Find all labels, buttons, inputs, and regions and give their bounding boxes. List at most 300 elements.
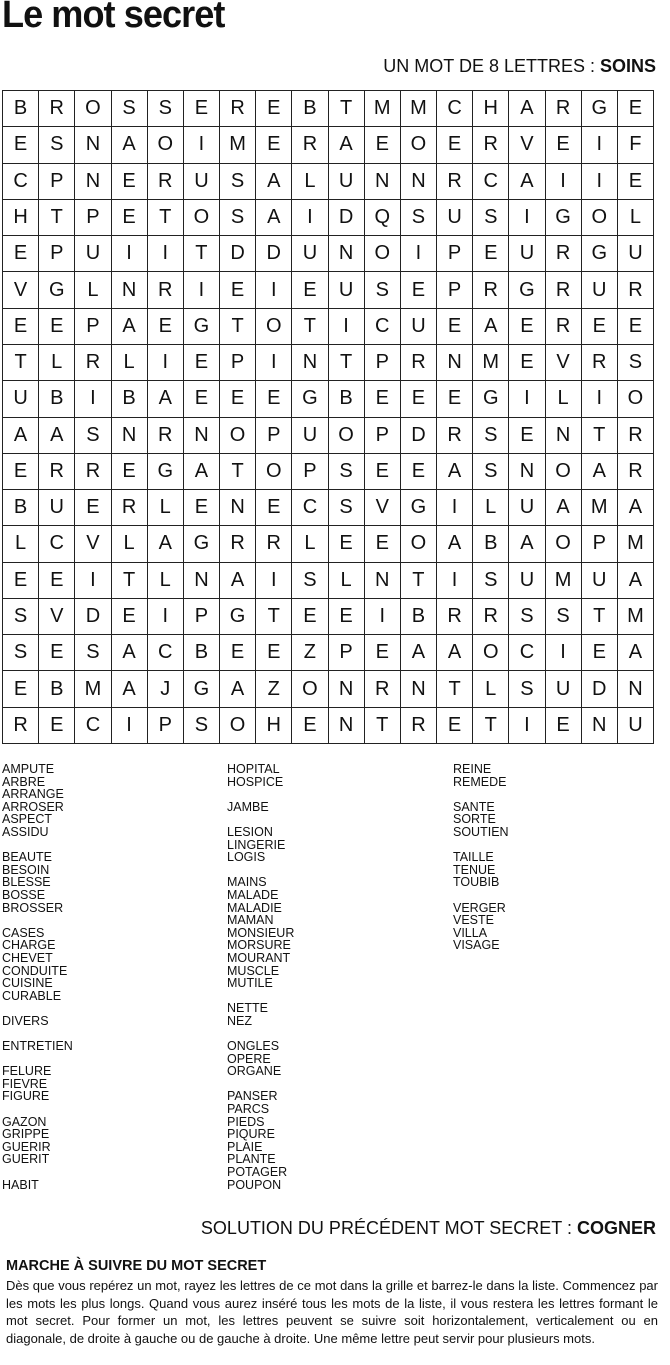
grid-cell[interactable]: V bbox=[39, 599, 75, 635]
grid-cell[interactable]: E bbox=[39, 708, 75, 744]
grid-cell[interactable]: P bbox=[220, 345, 256, 381]
grid-cell[interactable]: G bbox=[184, 526, 220, 562]
grid-cell[interactable]: S bbox=[112, 91, 148, 127]
grid-cell[interactable]: O bbox=[292, 671, 328, 707]
grid-cell[interactable]: M bbox=[220, 127, 256, 163]
grid-cell[interactable]: O bbox=[582, 200, 618, 236]
grid-cell[interactable]: R bbox=[546, 91, 582, 127]
grid-cell[interactable]: R bbox=[148, 418, 184, 454]
grid-cell[interactable]: I bbox=[256, 272, 292, 308]
grid-cell[interactable]: B bbox=[112, 381, 148, 417]
grid-cell[interactable]: L bbox=[3, 526, 39, 562]
grid-cell[interactable]: I bbox=[75, 381, 111, 417]
grid-cell[interactable]: A bbox=[148, 381, 184, 417]
grid-cell[interactable]: A bbox=[3, 418, 39, 454]
grid-cell[interactable]: D bbox=[401, 418, 437, 454]
grid-cell[interactable]: B bbox=[3, 490, 39, 526]
grid-cell[interactable]: M bbox=[618, 599, 654, 635]
grid-cell[interactable]: E bbox=[3, 309, 39, 345]
grid-cell[interactable]: R bbox=[618, 418, 654, 454]
grid-cell[interactable]: S bbox=[329, 490, 365, 526]
grid-cell[interactable]: S bbox=[473, 454, 509, 490]
grid-cell[interactable]: Q bbox=[365, 200, 401, 236]
grid-cell[interactable]: G bbox=[401, 490, 437, 526]
grid-cell[interactable]: P bbox=[39, 164, 75, 200]
grid-cell[interactable]: N bbox=[292, 345, 328, 381]
grid-cell[interactable]: S bbox=[220, 164, 256, 200]
grid-cell[interactable]: P bbox=[582, 526, 618, 562]
grid-cell[interactable]: I bbox=[437, 563, 473, 599]
grid-cell[interactable]: H bbox=[473, 91, 509, 127]
grid-cell[interactable]: I bbox=[292, 200, 328, 236]
grid-cell[interactable]: I bbox=[256, 345, 292, 381]
grid-cell[interactable]: E bbox=[3, 563, 39, 599]
grid-cell[interactable]: U bbox=[509, 563, 545, 599]
grid-cell[interactable]: I bbox=[509, 381, 545, 417]
grid-cell[interactable]: L bbox=[148, 490, 184, 526]
grid-cell[interactable]: V bbox=[546, 345, 582, 381]
grid-cell[interactable]: R bbox=[473, 272, 509, 308]
grid-cell[interactable]: T bbox=[39, 200, 75, 236]
grid-cell[interactable]: C bbox=[3, 164, 39, 200]
grid-cell[interactable]: I bbox=[184, 127, 220, 163]
grid-cell[interactable]: E bbox=[329, 526, 365, 562]
grid-cell[interactable]: U bbox=[39, 490, 75, 526]
grid-cell[interactable]: A bbox=[437, 526, 473, 562]
grid-cell[interactable]: S bbox=[148, 91, 184, 127]
grid-cell[interactable]: G bbox=[292, 381, 328, 417]
grid-cell[interactable]: E bbox=[582, 309, 618, 345]
grid-cell[interactable]: U bbox=[509, 490, 545, 526]
grid-cell[interactable]: E bbox=[184, 381, 220, 417]
grid-cell[interactable]: E bbox=[148, 309, 184, 345]
grid-cell[interactable]: A bbox=[256, 200, 292, 236]
grid-cell[interactable]: E bbox=[220, 272, 256, 308]
grid-cell[interactable]: E bbox=[401, 272, 437, 308]
grid-cell[interactable]: A bbox=[112, 671, 148, 707]
grid-cell[interactable]: N bbox=[437, 345, 473, 381]
grid-cell[interactable]: I bbox=[112, 708, 148, 744]
grid-cell[interactable]: L bbox=[112, 345, 148, 381]
grid-cell[interactable]: U bbox=[618, 708, 654, 744]
grid-cell[interactable]: D bbox=[256, 236, 292, 272]
grid-cell[interactable]: E bbox=[3, 454, 39, 490]
grid-cell[interactable]: R bbox=[473, 127, 509, 163]
grid-cell[interactable]: G bbox=[546, 200, 582, 236]
grid-cell[interactable]: C bbox=[292, 490, 328, 526]
grid-cell[interactable]: I bbox=[437, 490, 473, 526]
grid-cell[interactable]: E bbox=[292, 599, 328, 635]
grid-cell[interactable]: E bbox=[112, 164, 148, 200]
grid-cell[interactable]: T bbox=[148, 200, 184, 236]
grid-cell[interactable]: E bbox=[509, 418, 545, 454]
grid-cell[interactable]: E bbox=[256, 490, 292, 526]
grid-cell[interactable]: G bbox=[473, 381, 509, 417]
grid-cell[interactable]: O bbox=[473, 635, 509, 671]
grid-cell[interactable]: T bbox=[256, 599, 292, 635]
grid-cell[interactable]: R bbox=[546, 236, 582, 272]
grid-cell[interactable]: L bbox=[112, 526, 148, 562]
grid-cell[interactable]: R bbox=[148, 272, 184, 308]
grid-cell[interactable]: L bbox=[39, 345, 75, 381]
grid-cell[interactable]: S bbox=[184, 708, 220, 744]
grid-cell[interactable]: T bbox=[220, 309, 256, 345]
grid-cell[interactable]: N bbox=[582, 708, 618, 744]
grid-cell[interactable]: R bbox=[75, 345, 111, 381]
grid-cell[interactable]: E bbox=[401, 381, 437, 417]
grid-cell[interactable]: R bbox=[437, 164, 473, 200]
grid-cell[interactable]: P bbox=[75, 200, 111, 236]
grid-cell[interactable]: R bbox=[618, 454, 654, 490]
grid-cell[interactable]: L bbox=[75, 272, 111, 308]
grid-cell[interactable]: A bbox=[256, 164, 292, 200]
grid-cell[interactable]: G bbox=[148, 454, 184, 490]
grid-cell[interactable]: S bbox=[509, 671, 545, 707]
grid-cell[interactable]: A bbox=[220, 671, 256, 707]
grid-cell[interactable]: B bbox=[39, 381, 75, 417]
grid-cell[interactable]: G bbox=[184, 309, 220, 345]
grid-cell[interactable]: B bbox=[3, 91, 39, 127]
grid-cell[interactable]: E bbox=[256, 127, 292, 163]
grid-cell[interactable]: R bbox=[292, 127, 328, 163]
grid-cell[interactable]: P bbox=[437, 272, 473, 308]
grid-cell[interactable]: B bbox=[473, 526, 509, 562]
grid-cell[interactable]: O bbox=[401, 526, 437, 562]
grid-cell[interactable]: L bbox=[473, 671, 509, 707]
grid-cell[interactable]: I bbox=[256, 563, 292, 599]
grid-cell[interactable]: E bbox=[509, 309, 545, 345]
grid-cell[interactable]: B bbox=[329, 381, 365, 417]
grid-cell[interactable]: C bbox=[365, 309, 401, 345]
grid-cell[interactable]: T bbox=[220, 454, 256, 490]
grid-cell[interactable]: S bbox=[3, 599, 39, 635]
grid-cell[interactable]: T bbox=[365, 708, 401, 744]
grid-cell[interactable]: I bbox=[546, 635, 582, 671]
grid-cell[interactable]: N bbox=[546, 418, 582, 454]
grid-cell[interactable]: S bbox=[509, 599, 545, 635]
grid-cell[interactable]: U bbox=[329, 272, 365, 308]
grid-cell[interactable]: B bbox=[39, 671, 75, 707]
grid-cell[interactable]: P bbox=[75, 309, 111, 345]
grid-cell[interactable]: A bbox=[509, 164, 545, 200]
grid-cell[interactable]: E bbox=[437, 708, 473, 744]
grid-cell[interactable]: L bbox=[329, 563, 365, 599]
grid-cell[interactable]: E bbox=[184, 91, 220, 127]
grid-cell[interactable]: E bbox=[582, 635, 618, 671]
grid-cell[interactable]: N bbox=[329, 236, 365, 272]
grid-cell[interactable]: I bbox=[582, 381, 618, 417]
grid-cell[interactable]: I bbox=[582, 164, 618, 200]
grid-cell[interactable]: R bbox=[401, 345, 437, 381]
grid-cell[interactable]: I bbox=[75, 563, 111, 599]
grid-cell[interactable]: R bbox=[148, 164, 184, 200]
grid-cell[interactable]: N bbox=[509, 454, 545, 490]
grid-cell[interactable]: T bbox=[582, 418, 618, 454]
grid-cell[interactable]: A bbox=[148, 526, 184, 562]
grid-cell[interactable]: U bbox=[546, 671, 582, 707]
grid-cell[interactable]: M bbox=[582, 490, 618, 526]
grid-cell[interactable]: E bbox=[329, 599, 365, 635]
grid-cell[interactable]: E bbox=[365, 635, 401, 671]
grid-cell[interactable]: A bbox=[220, 563, 256, 599]
grid-cell[interactable]: N bbox=[401, 671, 437, 707]
grid-cell[interactable]: N bbox=[329, 671, 365, 707]
grid-cell[interactable]: T bbox=[401, 563, 437, 599]
grid-cell[interactable]: V bbox=[3, 272, 39, 308]
grid-cell[interactable]: G bbox=[220, 599, 256, 635]
grid-cell[interactable]: E bbox=[39, 635, 75, 671]
grid-cell[interactable]: G bbox=[509, 272, 545, 308]
grid-cell[interactable]: A bbox=[437, 454, 473, 490]
grid-cell[interactable]: T bbox=[329, 91, 365, 127]
grid-cell[interactable]: S bbox=[3, 635, 39, 671]
grid-cell[interactable]: T bbox=[329, 345, 365, 381]
grid-cell[interactable]: C bbox=[473, 164, 509, 200]
grid-cell[interactable]: M bbox=[75, 671, 111, 707]
grid-cell[interactable]: D bbox=[75, 599, 111, 635]
grid-cell[interactable]: U bbox=[3, 381, 39, 417]
grid-cell[interactable]: I bbox=[148, 236, 184, 272]
grid-cell[interactable]: E bbox=[365, 381, 401, 417]
grid-cell[interactable]: L bbox=[292, 526, 328, 562]
grid-cell[interactable]: T bbox=[473, 708, 509, 744]
grid-cell[interactable]: M bbox=[618, 526, 654, 562]
grid-cell[interactable]: I bbox=[112, 236, 148, 272]
grid-cell[interactable]: U bbox=[618, 236, 654, 272]
grid-cell[interactable]: B bbox=[292, 91, 328, 127]
grid-cell[interactable]: P bbox=[329, 635, 365, 671]
grid-cell[interactable]: O bbox=[329, 418, 365, 454]
grid-cell[interactable]: N bbox=[184, 563, 220, 599]
grid-cell[interactable]: O bbox=[220, 418, 256, 454]
grid-cell[interactable]: T bbox=[437, 671, 473, 707]
grid-cell[interactable]: A bbox=[112, 635, 148, 671]
grid-cell[interactable]: E bbox=[112, 454, 148, 490]
grid-cell[interactable]: D bbox=[220, 236, 256, 272]
grid-cell[interactable]: L bbox=[292, 164, 328, 200]
grid-cell[interactable]: D bbox=[582, 671, 618, 707]
grid-cell[interactable]: H bbox=[3, 200, 39, 236]
grid-cell[interactable]: V bbox=[509, 127, 545, 163]
grid-cell[interactable]: S bbox=[75, 635, 111, 671]
grid-cell[interactable]: E bbox=[184, 490, 220, 526]
grid-cell[interactable]: E bbox=[256, 381, 292, 417]
grid-cell[interactable]: N bbox=[184, 418, 220, 454]
grid-cell[interactable]: Z bbox=[256, 671, 292, 707]
grid-cell[interactable]: N bbox=[220, 490, 256, 526]
grid-cell[interactable]: P bbox=[365, 418, 401, 454]
grid-cell[interactable]: R bbox=[401, 708, 437, 744]
grid-cell[interactable]: U bbox=[582, 563, 618, 599]
grid-cell[interactable]: O bbox=[148, 127, 184, 163]
grid-cell[interactable]: E bbox=[184, 345, 220, 381]
grid-cell[interactable]: E bbox=[618, 91, 654, 127]
grid-cell[interactable]: U bbox=[292, 418, 328, 454]
grid-cell[interactable]: N bbox=[329, 708, 365, 744]
grid-cell[interactable]: O bbox=[365, 236, 401, 272]
grid-cell[interactable]: I bbox=[329, 309, 365, 345]
grid-cell[interactable]: E bbox=[112, 200, 148, 236]
grid-cell[interactable]: C bbox=[437, 91, 473, 127]
grid-cell[interactable]: E bbox=[39, 563, 75, 599]
grid-cell[interactable]: R bbox=[582, 345, 618, 381]
grid-cell[interactable]: G bbox=[39, 272, 75, 308]
grid-cell[interactable]: U bbox=[582, 272, 618, 308]
grid-cell[interactable]: T bbox=[184, 236, 220, 272]
grid-cell[interactable]: U bbox=[329, 164, 365, 200]
grid-cell[interactable]: E bbox=[256, 91, 292, 127]
grid-cell[interactable]: V bbox=[365, 490, 401, 526]
grid-cell[interactable]: A bbox=[39, 418, 75, 454]
grid-cell[interactable]: G bbox=[582, 91, 618, 127]
grid-cell[interactable]: N bbox=[112, 418, 148, 454]
grid-cell[interactable]: N bbox=[618, 671, 654, 707]
grid-cell[interactable]: O bbox=[401, 127, 437, 163]
grid-cell[interactable]: E bbox=[39, 309, 75, 345]
grid-cell[interactable]: P bbox=[292, 454, 328, 490]
grid-cell[interactable]: U bbox=[509, 236, 545, 272]
grid-cell[interactable]: O bbox=[256, 309, 292, 345]
grid-cell[interactable]: E bbox=[365, 127, 401, 163]
grid-cell[interactable]: L bbox=[148, 563, 184, 599]
grid-cell[interactable]: E bbox=[473, 236, 509, 272]
grid-cell[interactable]: A bbox=[401, 635, 437, 671]
grid-cell[interactable]: R bbox=[75, 454, 111, 490]
grid-cell[interactable]: E bbox=[75, 490, 111, 526]
grid-cell[interactable]: O bbox=[75, 91, 111, 127]
grid-cell[interactable]: R bbox=[618, 272, 654, 308]
grid-cell[interactable]: E bbox=[509, 345, 545, 381]
grid-cell[interactable]: M bbox=[473, 345, 509, 381]
grid-cell[interactable]: R bbox=[3, 708, 39, 744]
grid-cell[interactable]: E bbox=[220, 635, 256, 671]
grid-cell[interactable]: N bbox=[365, 164, 401, 200]
grid-cell[interactable]: S bbox=[365, 272, 401, 308]
grid-cell[interactable]: S bbox=[401, 200, 437, 236]
grid-cell[interactable]: L bbox=[618, 200, 654, 236]
grid-cell[interactable]: U bbox=[401, 309, 437, 345]
grid-cell[interactable]: P bbox=[184, 599, 220, 635]
grid-cell[interactable]: E bbox=[292, 272, 328, 308]
grid-cell[interactable]: T bbox=[3, 345, 39, 381]
grid-cell[interactable]: C bbox=[75, 708, 111, 744]
grid-cell[interactable]: M bbox=[401, 91, 437, 127]
grid-cell[interactable]: S bbox=[39, 127, 75, 163]
grid-cell[interactable]: I bbox=[509, 708, 545, 744]
grid-cell[interactable]: T bbox=[292, 309, 328, 345]
grid-cell[interactable]: O bbox=[184, 200, 220, 236]
grid-cell[interactable]: R bbox=[437, 418, 473, 454]
grid-cell[interactable]: A bbox=[618, 490, 654, 526]
grid-cell[interactable]: O bbox=[546, 526, 582, 562]
grid-cell[interactable]: E bbox=[618, 164, 654, 200]
grid-cell[interactable]: E bbox=[256, 635, 292, 671]
grid-cell[interactable]: J bbox=[148, 671, 184, 707]
grid-cell[interactable]: R bbox=[437, 599, 473, 635]
grid-cell[interactable]: P bbox=[437, 236, 473, 272]
grid-cell[interactable]: O bbox=[220, 708, 256, 744]
grid-cell[interactable]: H bbox=[256, 708, 292, 744]
grid-cell[interactable]: S bbox=[75, 418, 111, 454]
grid-cell[interactable]: M bbox=[546, 563, 582, 599]
grid-cell[interactable]: S bbox=[329, 454, 365, 490]
grid-cell[interactable]: S bbox=[473, 563, 509, 599]
grid-cell[interactable]: R bbox=[365, 671, 401, 707]
grid-cell[interactable]: S bbox=[473, 200, 509, 236]
grid-cell[interactable]: O bbox=[546, 454, 582, 490]
grid-cell[interactable]: E bbox=[365, 454, 401, 490]
grid-cell[interactable]: N bbox=[75, 164, 111, 200]
grid-cell[interactable]: A bbox=[329, 127, 365, 163]
grid-cell[interactable]: E bbox=[546, 708, 582, 744]
grid-cell[interactable]: U bbox=[437, 200, 473, 236]
grid-cell[interactable]: V bbox=[75, 526, 111, 562]
grid-cell[interactable]: N bbox=[112, 272, 148, 308]
grid-cell[interactable]: I bbox=[546, 164, 582, 200]
grid-cell[interactable]: I bbox=[582, 127, 618, 163]
grid-cell[interactable]: A bbox=[582, 454, 618, 490]
grid-cell[interactable]: P bbox=[256, 418, 292, 454]
grid-cell[interactable]: E bbox=[220, 381, 256, 417]
grid-cell[interactable]: A bbox=[437, 635, 473, 671]
grid-cell[interactable]: L bbox=[546, 381, 582, 417]
grid-cell[interactable]: E bbox=[437, 309, 473, 345]
grid-cell[interactable]: I bbox=[148, 599, 184, 635]
grid-cell[interactable]: C bbox=[509, 635, 545, 671]
grid-cell[interactable]: S bbox=[220, 200, 256, 236]
grid-cell[interactable]: R bbox=[220, 526, 256, 562]
grid-cell[interactable]: T bbox=[112, 563, 148, 599]
grid-cell[interactable]: A bbox=[112, 309, 148, 345]
grid-cell[interactable]: E bbox=[401, 454, 437, 490]
grid-cell[interactable]: M bbox=[365, 91, 401, 127]
grid-cell[interactable]: E bbox=[112, 599, 148, 635]
grid-cell[interactable]: D bbox=[329, 200, 365, 236]
grid-cell[interactable]: B bbox=[184, 635, 220, 671]
grid-cell[interactable]: R bbox=[39, 454, 75, 490]
grid-cell[interactable]: R bbox=[473, 599, 509, 635]
grid-cell[interactable]: A bbox=[184, 454, 220, 490]
grid-cell[interactable]: E bbox=[3, 671, 39, 707]
grid-cell[interactable]: T bbox=[582, 599, 618, 635]
grid-cell[interactable]: A bbox=[618, 635, 654, 671]
grid-cell[interactable]: O bbox=[256, 454, 292, 490]
grid-cell[interactable]: I bbox=[509, 200, 545, 236]
grid-cell[interactable]: O bbox=[618, 381, 654, 417]
grid-cell[interactable]: A bbox=[112, 127, 148, 163]
grid-cell[interactable]: S bbox=[473, 418, 509, 454]
grid-cell[interactable]: R bbox=[112, 490, 148, 526]
grid-cell[interactable]: P bbox=[148, 708, 184, 744]
grid-cell[interactable]: U bbox=[75, 236, 111, 272]
grid-cell[interactable]: S bbox=[618, 345, 654, 381]
grid-cell[interactable]: I bbox=[184, 272, 220, 308]
grid-cell[interactable]: A bbox=[546, 490, 582, 526]
grid-cell[interactable]: I bbox=[401, 236, 437, 272]
grid-cell[interactable]: P bbox=[39, 236, 75, 272]
grid-cell[interactable]: R bbox=[220, 91, 256, 127]
grid-cell[interactable]: L bbox=[473, 490, 509, 526]
grid-cell[interactable]: R bbox=[256, 526, 292, 562]
grid-cell[interactable]: B bbox=[401, 599, 437, 635]
grid-cell[interactable]: S bbox=[292, 563, 328, 599]
grid-cell[interactable]: C bbox=[39, 526, 75, 562]
grid-cell[interactable]: U bbox=[184, 164, 220, 200]
grid-cell[interactable]: A bbox=[618, 563, 654, 599]
grid-cell[interactable]: R bbox=[39, 91, 75, 127]
grid-cell[interactable]: E bbox=[3, 236, 39, 272]
grid-cell[interactable]: E bbox=[292, 708, 328, 744]
